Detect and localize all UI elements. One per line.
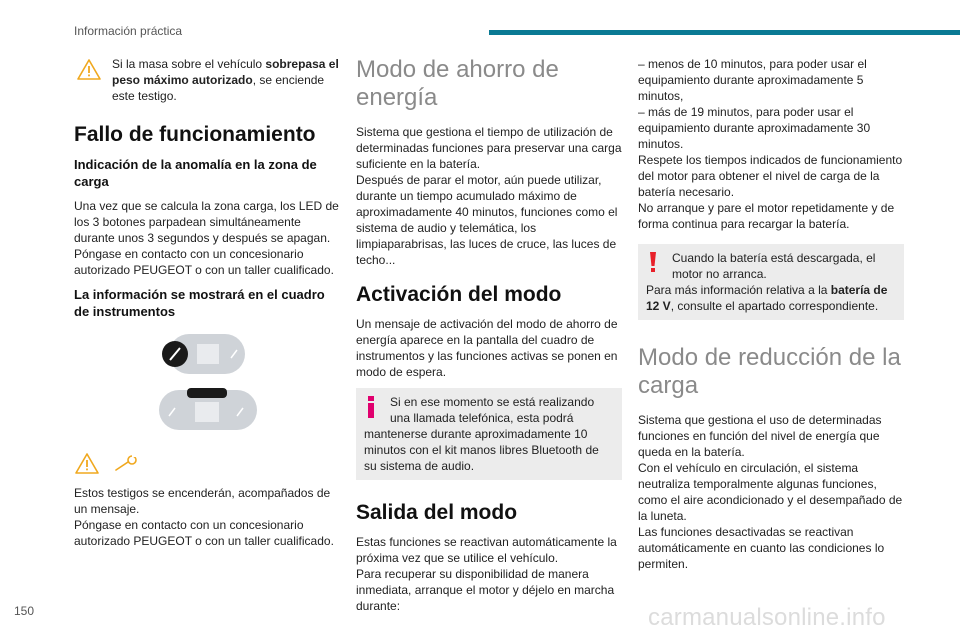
exclamation-icon [648, 252, 658, 278]
overload-warning [74, 56, 340, 104]
column-3 [638, 56, 904, 580]
activation-text: Un mensaje de activación del modo de ahorro de energía aparece en la pantalla del cuadro de instrumentos y las funciones activas se ponen en modo de espera. [356, 317, 618, 379]
reduction-p3: Las funciones desactivadas se reactivan automáticamente en cuanto las condiciones lo permiten. [638, 525, 885, 571]
info-note [356, 388, 622, 480]
respect-text: Respete los tiempos indicados de funcionamiento del motor para obtener el nivel de carga de la batería necesario. [638, 153, 903, 199]
exit-heading: Salida del modo [356, 501, 518, 524]
battery-bold: batería de 12 V [646, 283, 888, 313]
dash-item-2: – más de 19 minutos, para poder usar el equipamiento durante aproximadamente 30 minutos. [638, 105, 871, 151]
no-start-text: No arranque y pare el motor repetidamente y de forma continua para recargar la batería. [638, 201, 895, 231]
info-note-first: Si en ese momento se está realizando una llamada telefónica, esta podrá [390, 395, 595, 425]
warning-triangle-icon [74, 452, 100, 479]
load-zone-heading: Indicación de la anomalía en la zona de carga [74, 157, 317, 189]
lights-text: Estos testigos se encenderán, acompañados de un mensaje. [74, 486, 331, 516]
page-number: 150 [14, 604, 35, 618]
header-accent-bar [489, 30, 960, 35]
exit-p2: Para recuperar su disponibilidad de manera inmediata, arranque el motor y déjelo en marcha durante: [356, 567, 615, 613]
contact-text-2: Póngase en contacto con un concesionario autorizado PEUGEOT o con un taller cualificado. [74, 518, 334, 548]
activation-heading: Activación del modo [356, 283, 562, 306]
overload-warning-text: Si la masa sobre el vehículo [112, 57, 266, 71]
battery-note-more: Para más información relativa a la batería de 12 V, consulte el apartado correspondiente. [646, 283, 888, 313]
overload-warning-bold: sobrepasa el peso máximo autorizado [112, 57, 339, 87]
warning-triangle-icon [76, 58, 102, 85]
overload-warning-rest: , se enciende este testigo. [112, 73, 325, 103]
reduction-heading: Modo de reducción de la carga [638, 344, 901, 399]
contact-text: Póngase en contacto con un concesionario autorizado PEUGEOT o con un taller cualificado. [74, 247, 334, 277]
watermark: carmanualsonline.info [648, 604, 886, 631]
info-icon [366, 396, 376, 422]
dash-item-1: – menos de 10 minutos, para poder usar el equipamiento durante aproximadamente 5 minutos, [638, 57, 867, 103]
page-header-title: Información práctica [74, 24, 183, 38]
exit-p1: Estas funciones se reactivan automáticamente la próxima vez que se utilice el vehículo. [356, 535, 617, 565]
battery-note-first: Cuando la batería está descargada, el motor no arranca. [672, 251, 876, 281]
button-panel-illustration [147, 330, 267, 440]
reduction-p2: Con el vehículo en circulación, el sistema neutraliza temporalmente algunas funciones, como el aire acondicionado y el desempañado de la luneta. [638, 461, 903, 523]
info-note-rest: mantenerse durante aproximadamente 10 minutos con el kit manos libres Bluetooth de su sistema de audio. [364, 427, 599, 473]
load-zone-text: Una vez que se calcula la zona carga, los LED de los 3 botones parpadean simultáneamente durante unos 3 segundos y después se apagan. [74, 199, 339, 245]
battery-note [638, 244, 904, 320]
energy-saving-heading: Modo de ahorro de energía [356, 56, 559, 111]
energy-p2: Después de parar el motor, aún puede utilizar, durante un tiempo acumulado máximo de aproximadamente 40 minutos, funciones como el sistema de audio y telemática, los limpiaparabrisas, las luces de cruce, las luces de techo... [356, 173, 618, 267]
column-2 [356, 56, 622, 622]
reduction-p1: Sistema que gestiona el uso de determinadas funciones en función del nivel de energía que queda en la batería. [638, 413, 882, 459]
wrench-icon [114, 454, 140, 478]
cluster-heading: La información se mostrará en el cuadro de instrumentos [74, 287, 325, 319]
column-1 [74, 56, 340, 557]
energy-p1: Sistema que gestiona el tiempo de utilización de determinadas funciones para preservar una carga suficiente en la batería. [356, 125, 622, 171]
fault-heading: Fallo de funcionamiento [74, 123, 316, 146]
